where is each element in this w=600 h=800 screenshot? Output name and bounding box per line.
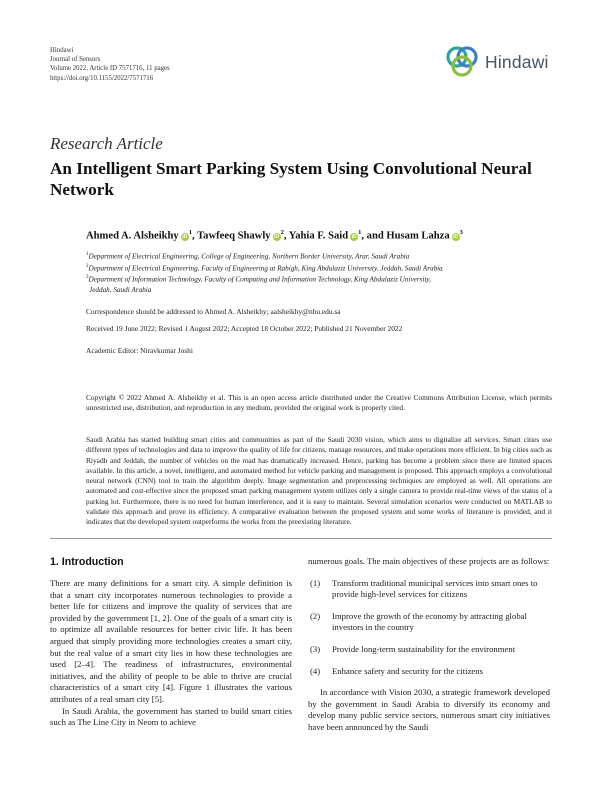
list-item-number: (1)	[310, 577, 321, 588]
list-item-text: Provide long-term sustainability for the environment	[332, 643, 516, 654]
affiliation-continuation: Jeddah, Saudi Arabia	[89, 285, 152, 294]
list-item	[308, 611, 550, 634]
journal-name: Journal of Sensors	[50, 56, 101, 64]
objectives-list	[308, 578, 550, 678]
doi-link[interactable]: https://doi.org/10.1155/2022/7571716	[50, 74, 154, 82]
affiliation-item	[86, 273, 546, 285]
affiliation-number: 2	[86, 263, 89, 269]
affiliation-text: Department of Electrical Engineering, Faculty of Engineering at Rabigh, King Abdulaziz University, Jeddah, Saudi Arabia	[88, 263, 443, 272]
list-item	[308, 666, 550, 678]
affiliation-text: Department of Information Technology, Faculty of Computing and Information Technology, King Abdulaziz University,	[88, 275, 432, 284]
affiliation-item	[86, 250, 546, 262]
author-separator: ,	[191, 230, 198, 242]
author-name: Yahia F. Said	[288, 230, 349, 242]
affiliation-item	[86, 262, 546, 274]
volume-line: Volume 2022, Article ID 7571716, 11 pages	[50, 65, 170, 73]
author-separator: , and	[361, 230, 387, 242]
article-title: An Intelligent Smart Parking System Using Convolutional Neural Network	[50, 159, 532, 199]
author-name: Ahmed A. Alsheikhy	[86, 230, 179, 242]
journal-masthead	[50, 46, 170, 83]
article-type: Research Article	[50, 134, 163, 153]
body-paragraph: In Saudi Arabia, the government has started to build smart cities such as The Line City in Neom to achieve	[50, 705, 292, 728]
list-item-text: Transform traditional municipal services into smart ones to provide high-level services for citizens	[332, 577, 538, 600]
section-heading: 1. Introduction	[50, 556, 124, 568]
affiliation-list	[86, 250, 546, 295]
hindawi-wordmark: Hindawi	[485, 51, 549, 72]
right-column	[308, 556, 550, 734]
list-item-number: (2)	[310, 610, 321, 621]
list-item-text: Enhance safety and security for the citizens	[332, 665, 484, 676]
list-item	[308, 644, 550, 656]
abstract: Saudi Arabia has started building smart cities and communities as part of the Saudi 2030 vision, which aims to digitalize all services. Smart cities use different types of technologies and data to improve the quality of life for citizens, manage resources, and make operations more efficient. In big cities such as Riyadh and Jeddah, the number of vehicles on the road has dramatically increased. Hence, parking has become a problem since there are limited spaces available. In this article, a novel, intelligent, and automated method for vehicle parking and management is proposed. This approach employs a convolutional neural network (CNN) tool to train the algorithm deeply. Image segmentation and preprocessing techniques are employed as well. All operations are automated and cost-effective since the proposed smart parking management system utilizes only a single camera to provide real-time views of the status of a parking lot. Furthermore, there is no need for human interference, and it is easy to maintain. Several simulation scenarios were conducted on MATLAB to validate this approach and prove its efficiency. A comparative evaluation between the proposed system and some works of literature is provided, and it indicates that the developed system outperforms the works from the preexisting literature.	[86, 435, 552, 527]
author-affiliation-number: 1	[188, 229, 192, 236]
list-item	[308, 578, 550, 601]
publication-dates: Received 19 June 2022; Revised 1 August 2022; Accepted 18 October 2022; Published 21 November 2022	[86, 324, 403, 333]
orcid-icon[interactable]: iD	[453, 233, 459, 240]
list-item-number: (4)	[310, 665, 321, 676]
author-list	[86, 229, 556, 242]
body-paragraph: In accordance with Vision 2030, a strategic framework developed by the government in Saudi Arabia to diversify its economy and develop many public service sectors, numerous smart city initiatives have been announced by the Saudi	[308, 687, 550, 732]
author-name: Tawfeeq Shawly	[197, 230, 271, 242]
list-item-number: (3)	[310, 643, 321, 654]
hindawi-logo	[443, 40, 563, 84]
correspondence: Correspondence should be addressed to Ahmed A. Alsheikhy; aalsheikhy@nbu.edu.sa	[86, 307, 341, 316]
list-item-text: Improve the growth of the economy by attracting global investors in the country	[332, 610, 527, 633]
academic-editor: Academic Editor: Niravkumar Joshi	[86, 346, 193, 355]
orcid-icon[interactable]: iD	[182, 233, 188, 240]
body-paragraph: numerous goals. The main objectives of these projects are as follows:	[308, 556, 550, 566]
body-paragraph: There are many definitions for a smart city. A simple definition is that a smart city incorporates numerous technologies to provide a better life for citizens and improve the quality of services that are provided by the government [1, 2]. One of the goals of a smart city is to optimize all available resources for better civic life. It has been argued that simply providing more technologies creates a smart city, but the real value of a smart city lies in how these technologies are used [2–4]. The readiness of infrastructures, environmental initiatives, and the ability of people to be able to thrive are crucial characteristics of a smart city [4]. Figure 1 illustrates the various attributes of a real smart city [5].	[50, 578, 292, 704]
left-column	[50, 556, 292, 729]
publisher-name: Hindawi	[50, 47, 74, 54]
author-affiliation-number: 3	[459, 229, 463, 236]
affiliation-text: Department of Electrical Engineering, College of Engineering, Northern Border University, Arar, Saudi Arabia	[88, 252, 410, 261]
hindawi-rings-icon	[443, 43, 481, 81]
author-separator: ,	[283, 230, 289, 242]
author-name: Husam Lahza	[386, 230, 450, 242]
affiliation-number: 1	[86, 252, 89, 257]
orcid-icon[interactable]: iD	[274, 233, 280, 240]
author-affiliation-number: 1	[358, 229, 362, 236]
copyright-notice: Copyright © 2022 Ahmed A. Alsheikhy et al. This is an open access article distributed under the Creative Commons Attribution License, which permits unrestricted use, distribution, and reproduction in any medium, provided the original work is properly cited.	[86, 393, 552, 413]
author-affiliation-number: 2	[280, 229, 284, 236]
section-divider	[50, 538, 552, 539]
orcid-icon[interactable]: iD	[351, 233, 357, 240]
affiliation-number: 3	[86, 275, 89, 281]
